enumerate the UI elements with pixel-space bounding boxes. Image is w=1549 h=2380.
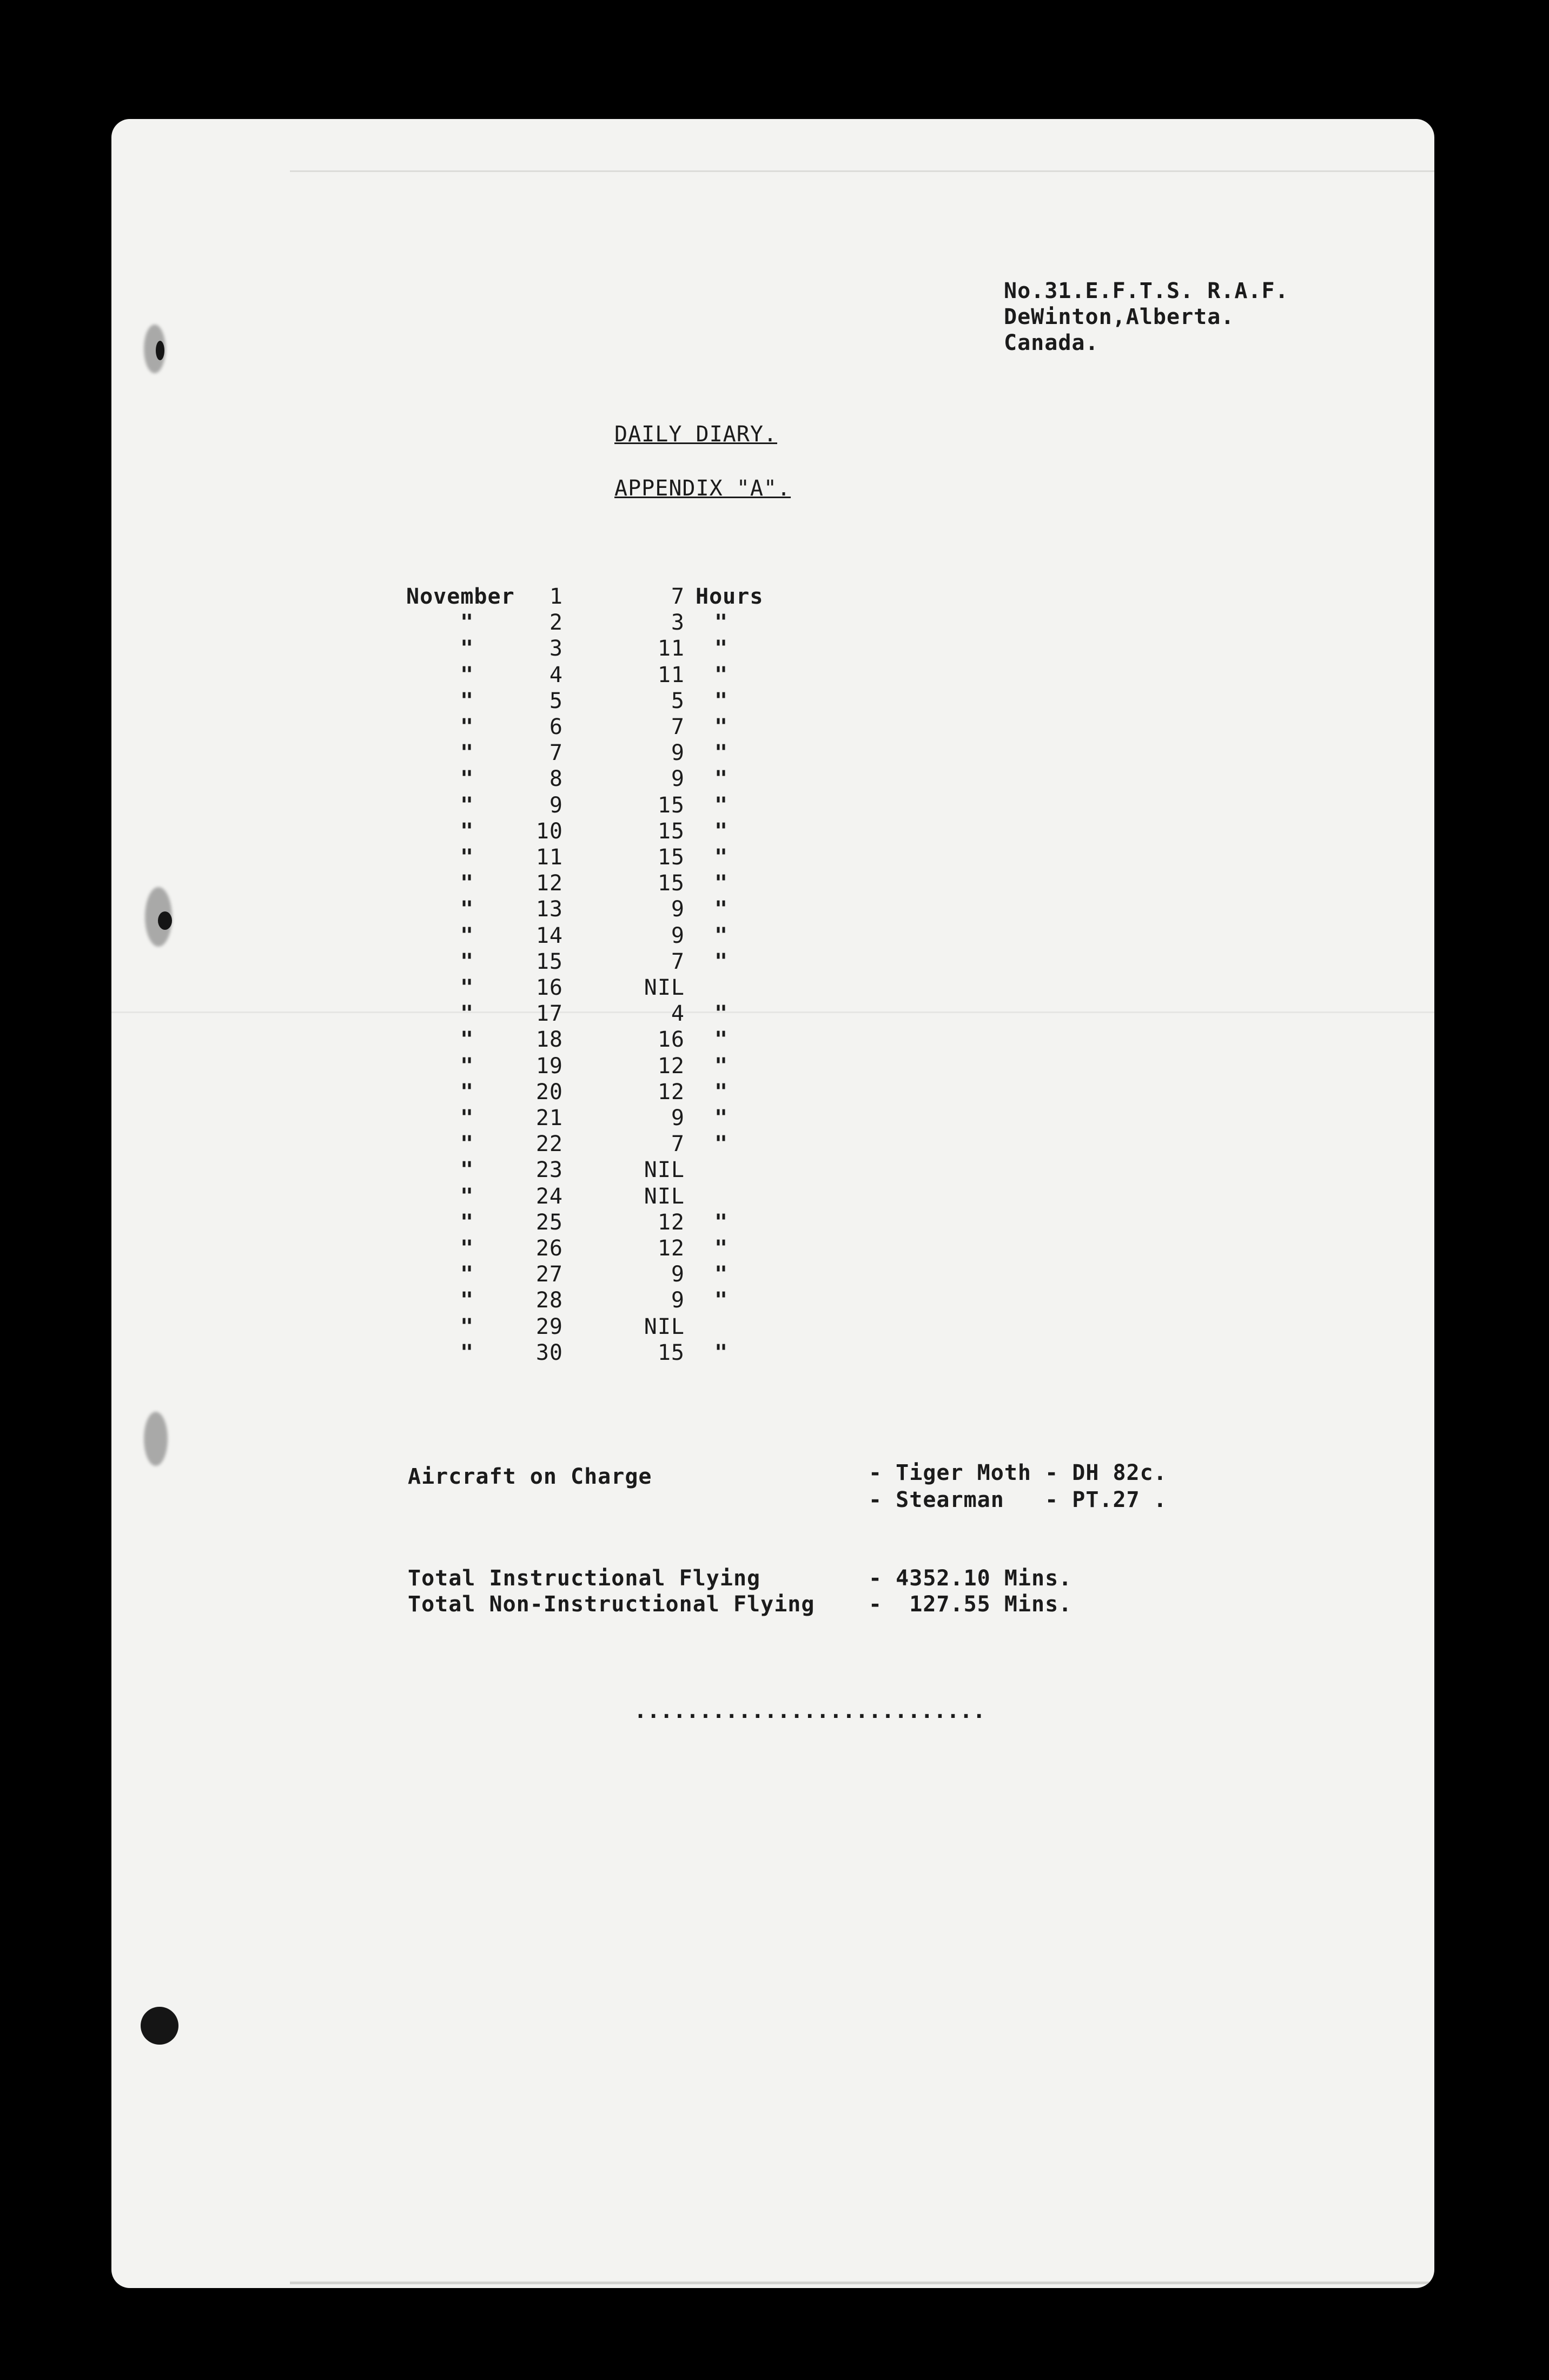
log-month-ditto: " [460,1132,474,1157]
log-day: 20 [535,1079,563,1105]
log-day: 1 [549,584,563,609]
log-day: 11 [535,845,563,870]
aircraft-label: Aircraft on Charge [408,1464,652,1489]
log-unit-ditto: " [714,1209,729,1235]
log-hours: 7 [671,584,685,609]
log-day: 25 [535,1209,563,1235]
log-month-ditto: " [460,1209,474,1235]
log-hours: NIL [644,975,685,1000]
log-month-ditto: " [460,1288,474,1313]
log-month-ditto: " [460,1001,474,1027]
log-unit-ditto: " [714,1340,729,1365]
log-day: 7 [549,741,563,766]
log-hours: 7 [671,715,685,739]
log-month-ditto: " [460,741,474,766]
log-hours: 9 [671,1288,685,1313]
log-month-ditto: " [460,897,474,922]
log-day: 6 [549,715,563,739]
log-hours: 15 [657,792,685,818]
instructional-value: - 4352.10 Mins. [869,1566,1073,1591]
log-unit-ditto: " [714,1053,729,1079]
log-unit-ditto: " [714,1288,729,1313]
log-day: 30 [535,1340,563,1365]
log-hours: NIL [644,1158,685,1183]
log-hours: 9 [671,766,685,792]
document-title: DAILY DIARY. [614,422,777,447]
log-hours: 9 [671,923,685,948]
log-month-ditto: " [460,610,474,636]
aircraft-type-1: - Tiger Moth - DH 82c. [869,1460,1167,1485]
log-month-ditto: " [460,923,474,948]
log-day: 24 [535,1184,563,1209]
log-hours: 15 [657,818,685,844]
closing-dotted-line: ........................... [634,1698,986,1723]
log-month-ditto: " [460,1106,474,1130]
log-day: 17 [535,1001,563,1027]
log-unit-ditto: " [714,662,729,687]
log-unit-ditto: " [714,1106,729,1130]
log-unit-ditto: " [714,1236,729,1261]
log-hours: 16 [657,1027,685,1053]
log-unit-ditto: " [714,1132,729,1157]
non-instructional-value: - 127.55 Mins. [869,1592,1073,1617]
log-unit-ditto: " [714,871,729,896]
log-month-ditto: " [460,715,474,739]
log-unit-ditto: " [714,949,729,974]
log-unit-ditto: " [714,741,729,766]
log-day: 29 [535,1314,563,1339]
unit-name: No.31.E.F.T.S. R.A.F. [1004,279,1289,303]
document-subtitle: APPENDIX "A". [614,476,791,501]
punch-hole [141,2007,178,2045]
log-month-ditto: " [460,1340,474,1365]
log-day: 4 [549,662,563,687]
punch-hole [156,341,164,360]
log-hours: NIL [644,1314,685,1339]
log-unit-ditto: " [714,766,729,792]
log-unit-ditto: " [714,897,729,922]
log-month-ditto: " [460,818,474,844]
log-day: 8 [549,766,563,792]
log-hours: 3 [671,610,685,636]
log-day: 22 [535,1132,563,1157]
log-hours: 12 [657,1079,685,1105]
unit-location: DeWinton,Alberta. [1004,305,1235,329]
log-hours: 15 [657,845,685,870]
log-day: 18 [535,1027,563,1053]
log-unit-ditto: " [714,792,729,818]
log-hours: 11 [657,662,685,687]
log-month-ditto: " [460,662,474,687]
non-instructional-label: Total Non-Instructional Flying [408,1592,815,1617]
log-unit-ditto: " [714,923,729,948]
log-day: 14 [535,923,563,948]
log-hours: 12 [657,1209,685,1235]
log-month-ditto: " [460,845,474,870]
log-day: 12 [535,871,563,896]
log-unit-ditto: " [714,1262,729,1287]
log-hours: 5 [671,688,685,713]
log-hours: 4 [671,1001,685,1027]
document-page [111,119,1434,2288]
log-day: 13 [535,897,563,922]
log-month-ditto: " [460,766,474,792]
log-day: 27 [535,1262,563,1287]
log-day: 10 [535,818,563,844]
log-hours: 7 [671,1132,685,1157]
log-hours: 15 [657,1340,685,1365]
log-unit-label: Hours [696,584,764,609]
log-hours: 9 [671,1106,685,1130]
log-hours: 12 [657,1236,685,1261]
log-month-ditto: " [460,636,474,662]
log-unit-ditto: " [714,818,729,844]
log-month-ditto: " [460,949,474,974]
log-hours: 9 [671,897,685,922]
log-month-ditto: " [460,1314,474,1339]
log-unit-ditto: " [714,1027,729,1053]
unit-country: Canada. [1004,330,1099,355]
log-month-ditto: " [460,1184,474,1209]
log-unit-ditto: " [714,1079,729,1105]
log-month-ditto: " [460,871,474,896]
punch-hole [158,911,172,930]
log-day: 21 [535,1106,563,1130]
aircraft-type-2: - Stearman - PT.27 . [869,1488,1167,1512]
log-day: 9 [549,792,563,818]
log-month: November [406,584,515,609]
log-hours: 12 [657,1053,685,1079]
log-month-ditto: " [460,1262,474,1287]
log-hours: 15 [657,871,685,896]
log-month-ditto: " [460,1158,474,1183]
log-day: 23 [535,1158,563,1183]
log-day: 28 [535,1288,563,1313]
log-day: 16 [535,975,563,1000]
log-unit-ditto: " [714,636,729,662]
punch-hole-mark [144,1412,168,1466]
log-month-ditto: " [460,1079,474,1105]
fold-crease [111,1012,1434,1013]
log-unit-ditto: " [714,610,729,636]
log-day: 5 [549,688,563,713]
log-unit-ditto: " [714,1001,729,1027]
log-day: 26 [535,1236,563,1261]
log-hours: NIL [644,1184,685,1209]
log-unit-ditto: " [714,845,729,870]
log-hours: 11 [657,636,685,662]
log-hours: 9 [671,1262,685,1287]
log-month-ditto: " [460,1027,474,1053]
log-day: 19 [535,1053,563,1079]
log-month-ditto: " [460,688,474,713]
log-day: 2 [549,610,563,636]
log-month-ditto: " [460,1053,474,1079]
log-day: 15 [535,949,563,974]
log-month-ditto: " [460,975,474,1000]
log-month-ditto: " [460,1236,474,1261]
log-month-ditto: " [460,792,474,818]
instructional-label: Total Instructional Flying [408,1566,761,1591]
log-unit-ditto: " [714,715,729,739]
log-hours: 7 [671,949,685,974]
log-unit-ditto: " [714,688,729,713]
log-day: 3 [549,636,563,662]
log-hours: 9 [671,741,685,766]
